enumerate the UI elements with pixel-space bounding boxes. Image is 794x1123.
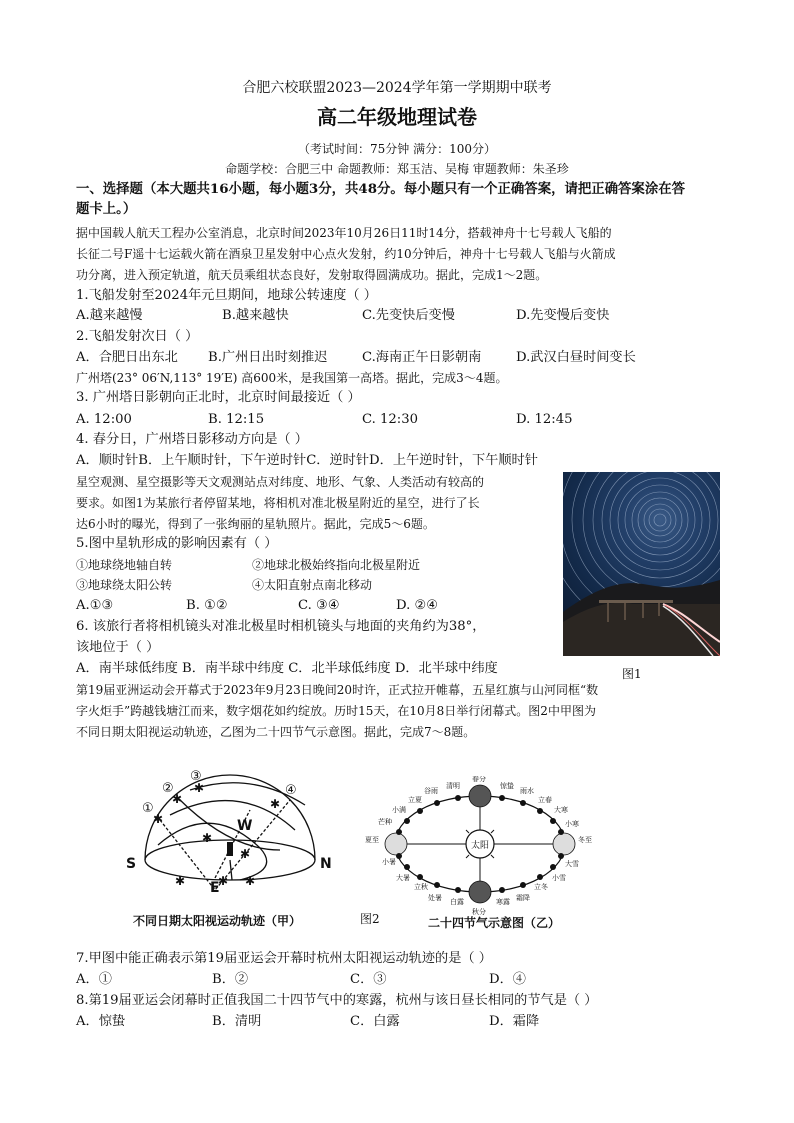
figure2-right-caption: 二十四节气示意图（乙） xyxy=(428,916,561,930)
q7-option-c[interactable]: C．③ xyxy=(350,972,387,987)
passage4-line3: 不同日期太阳视运动轨迹，乙图为二十四节气示意图。据此，完成7～8题。 xyxy=(76,725,476,739)
passage4-line1: 第19届亚洲运动会开幕式于2023年9月23日晚间20时许，正式拉开帷幕，五星红旗与山河同框“数 xyxy=(76,683,599,697)
q5-option-c[interactable]: C. ③④ xyxy=(298,598,340,613)
q7-option-a[interactable]: A．① xyxy=(76,972,112,987)
term-mangzhong: 芒种 xyxy=(378,818,392,826)
sun-icon: ✱ xyxy=(175,874,186,888)
q7-option-b[interactable]: B．② xyxy=(212,972,249,987)
earth-icon xyxy=(469,785,491,807)
sun-icon: ✱ xyxy=(194,781,205,795)
term-hanlu: 寒露 xyxy=(496,898,510,906)
term-lixia: 立夏 xyxy=(408,796,422,804)
term-dongzhi: 冬至 xyxy=(578,836,592,844)
q5-option-a[interactable]: A.①③ xyxy=(76,598,114,613)
exam-info: （考试时间：75分钟 满分：100分） xyxy=(298,142,496,156)
term-lichun: 立春 xyxy=(538,796,552,804)
term-lidong: 立冬 xyxy=(534,883,548,891)
star-trail-graphic xyxy=(563,472,720,656)
q4-stem: 4. 春分日，广州塔日影移动方向是（ ） xyxy=(76,432,308,447)
q3-option-d[interactable]: D. 12:45 xyxy=(516,412,573,427)
term-daxue: 大雪 xyxy=(565,860,579,868)
passage1-line2: 长征二号F遥十七运载火箭在酒泉卫星发射中心点火发射，约10分钟后，神舟十七号载人飞船与火箭成 xyxy=(76,247,616,261)
term-guyu: 谷雨 xyxy=(424,787,438,795)
q1-option-d[interactable]: D.先变慢后变快 xyxy=(516,308,610,323)
q8-stem: 8.第19届亚运会闭幕时正值我国二十四节气中的寒露，杭州与该日昼长相同的节气是（ ） xyxy=(76,993,598,1008)
term-chushu: 处暑 xyxy=(428,894,442,902)
passage3-line2: 要求。如图1为某旅行者停留某地，将相机对准北极星附近的星空，进行了长 xyxy=(76,496,480,510)
figure1-caption: 图1 xyxy=(622,667,642,681)
setters-info: 命题学校：合肥三中 命题教师：郑玉洁、吴梅 审题教师：朱圣珍 xyxy=(225,162,569,176)
q1-option-c[interactable]: C.先变快后变慢 xyxy=(362,308,455,323)
q1-option-a[interactable]: A.越来越慢 xyxy=(76,308,143,323)
term-shuangjiang: 霜降 xyxy=(516,894,530,902)
sun-icon: ✱ xyxy=(218,874,229,888)
east-label: E xyxy=(210,880,220,896)
term-xiaohan: 小寒 xyxy=(565,820,579,828)
q3-option-b[interactable]: B. 12:15 xyxy=(208,412,265,427)
q6-stem: 6. 该旅行者将相机镜头对准北极星时相机镜头与地面的夹角约为38°， xyxy=(76,619,486,634)
q5-item-1: ①地球绕地轴自转 xyxy=(76,558,173,572)
term-jingzhe: 惊蛰 xyxy=(500,782,514,790)
q8-option-a[interactable]: A．惊蛰 xyxy=(76,1014,126,1029)
west-label: W xyxy=(237,818,253,834)
sun-icon: ✱ xyxy=(240,847,251,861)
q2-option-b[interactable]: B.广州日出时刻推迟 xyxy=(208,350,328,365)
q8-option-b[interactable]: B．清明 xyxy=(212,1014,262,1029)
term-xiaoman: 小满 xyxy=(392,806,406,814)
q3-option-c[interactable]: C. 12:30 xyxy=(362,412,419,427)
sun-icon: ✱ xyxy=(245,874,256,888)
term-dahan: 大寒 xyxy=(554,806,568,814)
q5-stem: 5.图中星轨形成的影响因素有（ ） xyxy=(76,536,278,551)
observer-icon xyxy=(227,842,233,856)
figure2-caption: 图2 xyxy=(360,912,380,926)
q2-option-c[interactable]: C.海南正午日影朝南 xyxy=(362,350,482,365)
q3-option-a[interactable]: A. 12:00 xyxy=(76,412,132,427)
q5-option-b[interactable]: B. ①② xyxy=(186,598,228,613)
q1-option-b[interactable]: B.越来越快 xyxy=(222,308,289,323)
passage2-line1: 广州塔(23° 06′N,113° 19′E) 高600米，是我国第一高塔。据此，完成3～4题。 xyxy=(76,371,508,385)
term-liqiu: 立秋 xyxy=(414,883,428,891)
q4-options[interactable]: A．顺时针B．上午顺时针，下午逆时针C．逆时针D．上午逆时针，下午顺时针 xyxy=(76,453,538,468)
q5-item-3: ③地球绕太阳公转 xyxy=(76,578,173,592)
q8-option-c[interactable]: C．白露 xyxy=(350,1014,400,1029)
q7-option-d[interactable]: D．④ xyxy=(489,972,526,987)
term-xiaoshu: 小暑 xyxy=(382,858,396,866)
term-chunfen: 春分 xyxy=(472,776,486,783)
q6-stem-cont: 该地位于（ ） xyxy=(76,640,160,655)
section-heading: 一、选择题（本大题共16小题，每小题3分，共48分。每小题只有一个正确答案，请把正确答案涂在答 xyxy=(76,181,685,197)
north-label: N xyxy=(320,856,332,872)
passage1-line1: 据中国载人航天工程办公室消息，北京时间2023年10月26日11时14分，搭载神舟十七号载人飞船的 xyxy=(76,226,612,240)
term-bailu: 白露 xyxy=(450,898,464,906)
section-heading-cont: 题卡上。） xyxy=(76,201,137,217)
page-title: 高二年级地理试卷 xyxy=(317,105,477,129)
q2-stem: 2.飞船发射次日（ ） xyxy=(76,329,199,344)
term-xiazhi: 夏至 xyxy=(365,836,379,844)
sun-label: 太阳 xyxy=(470,841,490,851)
term-yushui: 雨水 xyxy=(520,787,534,795)
q1-stem: 1.飞船发射至2024年元旦期间，地球公转速度（ ） xyxy=(76,288,377,303)
path-label-4: ④ xyxy=(285,783,297,798)
passage1-line3: 功分离，进入预定轨道，航天员乘组状态良好，发射取得圆满成功。据此，完成1～2题。 xyxy=(76,268,548,282)
term-xiaoxue: 小雪 xyxy=(552,874,566,882)
solar-terms-diagram xyxy=(360,776,600,916)
term-qiufen: 秋分 xyxy=(472,908,486,916)
path-label-3: ③ xyxy=(190,769,202,784)
q2-option-d[interactable]: D.武汉白昼时间变长 xyxy=(516,350,636,365)
q3-stem: 3. 广州塔日影朝向正北时，北京时间最接近（ ） xyxy=(76,390,361,405)
star-trail-photo xyxy=(563,472,720,656)
sun-icon: ✱ xyxy=(172,792,183,806)
earth-icon xyxy=(469,881,491,903)
term-dashu: 大暑 xyxy=(396,874,410,882)
path-label-1: ① xyxy=(142,801,154,816)
passage3-line3: 达6小时的曝光，得到了一张绚丽的星轨照片。据此，完成5～6题。 xyxy=(76,517,435,531)
sun-icon: ✱ xyxy=(153,812,164,826)
sun-path-diagram xyxy=(120,760,350,930)
path-label-2: ② xyxy=(162,781,174,796)
q8-option-d[interactable]: D．霜降 xyxy=(489,1014,540,1029)
sun-icon: ✱ xyxy=(202,831,213,845)
passage4-line2: 字火炬手”跨越钱塘江而来，数字烟花如约绽放。历时15天，在10月8日举行闭幕式。图2中甲图为 xyxy=(76,704,596,718)
exam-name: 合肥六校联盟2023—2024学年第一学期期中联考 xyxy=(242,80,552,96)
term-qingming: 清明 xyxy=(446,782,460,790)
q5-option-d[interactable]: D. ②④ xyxy=(396,598,439,613)
q2-option-a[interactable]: A．合肥日出东北 xyxy=(76,350,178,365)
sun-icon: ✱ xyxy=(270,797,281,811)
q5-item-4: ④太阳直射点南北移动 xyxy=(252,578,373,592)
q6-options[interactable]: A．南半球低纬度 B．南半球中纬度 C．北半球低纬度 D．北半球中纬度 xyxy=(76,661,498,676)
passage3-line1: 星空观测、星空摄影等天文观测站点对纬度、地形、气象、人类活动有较高的 xyxy=(76,475,485,489)
q7-stem: 7.甲图中能正确表示第19届亚运会开幕时杭州太阳视运动轨迹的是（ ） xyxy=(76,951,492,966)
earth-icon xyxy=(553,833,575,855)
earth-icon xyxy=(385,833,407,855)
south-label: S xyxy=(126,856,137,872)
figure2-left-caption: 不同日期太阳视运动轨迹（甲） xyxy=(133,914,302,928)
q5-item-2: ②地球北极始终指向北极星附近 xyxy=(252,558,421,572)
